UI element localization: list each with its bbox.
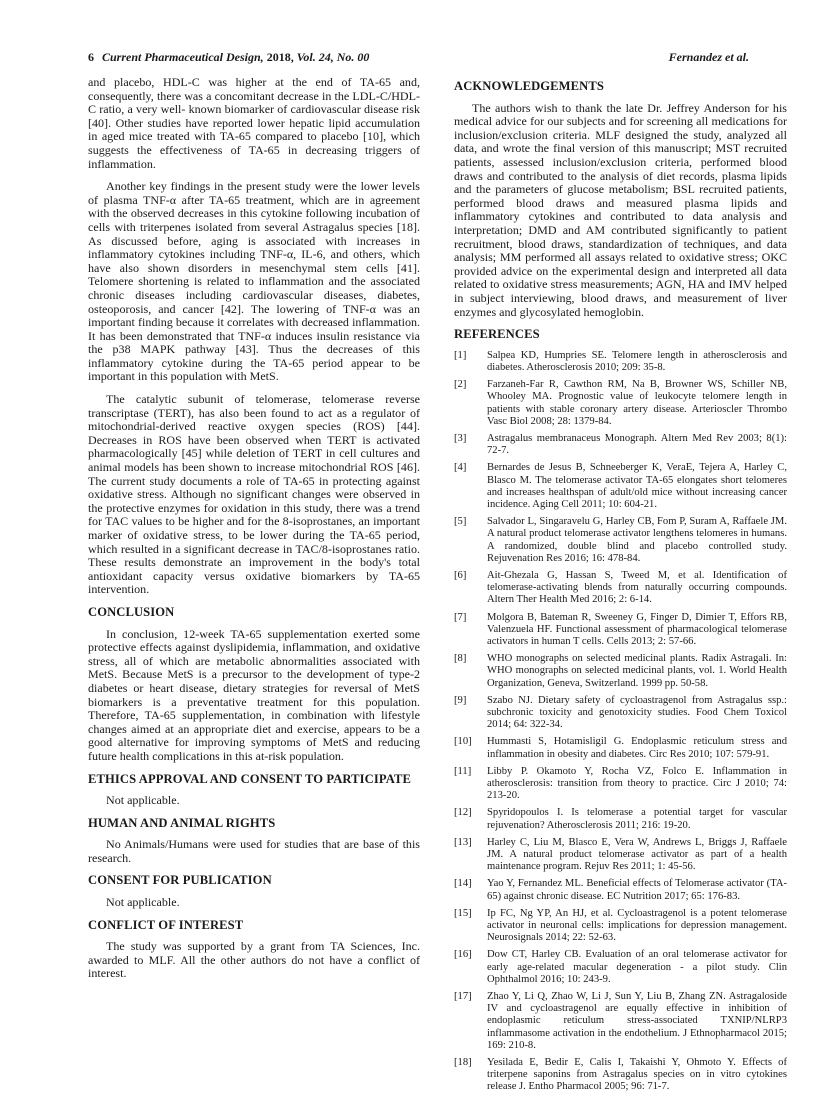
reference-number: [12] (454, 807, 472, 819)
reference-item (454, 949, 787, 986)
reference-text: Zhao Y, Li Q, Zhao W, Li J, Sun Y, Liu B, Zhang ZN. Astragaloside IV and cycloastragenol are equally effective in inhibition of endoplasmic reticulum stress-associated TXNIP/NLRP3 inflammasome activation in the endothelium. J Ethnopharmacol 2015; 169: 210-8. (487, 991, 787, 1051)
ethics-heading: ETHICS APPROVAL AND CONSENT TO PARTICIPATE (88, 771, 411, 786)
reference-item (454, 570, 787, 607)
discussion-paragraph-1: and placebo, HDL-C was higher at the end of TA-65 and, consequently, there was a concomitant decrease in the LDL-C/HDL-C ratio, a very well- known biomarker of cardiovascular disease risk [40]. Other studies have reported lower hepatic lipid accumulation in aged mice treated with TA-65 compared to placebo [10], which suggests the effectiveness of TA-65 in decreasing triggers of inflammation. (88, 75, 420, 171)
conclusion-paragraph: In conclusion, 12-week TA-65 supplementation exerted some protective effects against dyslipidemia, inflammation, and oxidative stress, all of which are metabolic abnormalities associated with MetS. Because MetS is a precursor to the development of type-2 diabetes or heart disease, dietary strategies for reversal of MetS biomarkers is a preventative treatment for this population. Therefore, TA-65 supplementation, in combination with lifestyle changes aimed at an appropriate diet and exercise, appears to be a good alternative for improving symptoms of MetS and reducing future health complications in this at-risk population. (88, 626, 420, 763)
reference-text: Molgora B, Bateman R, Sweeney G, Finger D, Dimier T, Effors RB, Valenzuela HF. Functional assessment of pharmacological telomerase activators in human T cells. Cells 2013; 2: 57-66. (487, 611, 787, 647)
reference-number: [8] (454, 653, 467, 665)
reference-text: Farzaneh-Far R, Cawthon RM, Na B, Browner WS, Schiller NB, Whooley MA. Prognostic value of leukocyte telomere length in patients with stable coronary artery disease. Arterioscler Thrombo Vasc Biol 2008; 28: 1379-84. (487, 379, 787, 427)
reference-text: Ait-Ghezala G, Hassan S, Tweed M, et al. Identification of telomerase-activating blends from naturally occurring compounds. Altern Ther Health Med 2016; 2: 6-14. (487, 569, 787, 606)
reference-item (454, 350, 787, 374)
human-rights-heading: HUMAN AND ANIMAL RIGHTS (88, 815, 276, 830)
journal-volume: Vol. 24, No. 00 (296, 50, 370, 64)
reference-number: [10] (454, 736, 472, 748)
conflict-heading: CONFLICT OF INTEREST (88, 917, 244, 932)
reference-number: [4] (454, 462, 467, 474)
references-heading: REFERENCES (454, 327, 540, 342)
reference-text: Dow CT, Harley CB. Evaluation of an oral telomerase activator for early age-related macular degeneration - a pilot study. Clin Ophthalmol 2016; 10: 243-9. (487, 949, 787, 985)
reference-number: [17] (454, 991, 472, 1003)
reference-number: [11] (454, 765, 472, 777)
journal-year: 2018, (266, 50, 294, 64)
consent-heading: CONSENT FOR PUBLICATION (88, 873, 272, 888)
running-header (88, 49, 749, 65)
reference-item (454, 736, 787, 760)
consent-paragraph: Not applicable. (106, 895, 180, 910)
running-header-left (88, 49, 369, 65)
reference-number: [2] (454, 379, 467, 391)
reference-text: Salpea KD, Humpries SE. Telomere length in atherosclerosis and diabetes. Atherosclerosis 2010; 209: 35-8. (487, 349, 787, 373)
running-header-authors: Fernandez et al. (668, 50, 749, 64)
reference-item (454, 991, 787, 1052)
reference-text: Bernardes de Jesus B, Schneeberger K, VeraE, Tejera A, Harley C, Blasco M. The telomerase activator TA-65 elongates short telomeres and increases healthspan of adult/old mice without increasing cancer incidence. Aging Cell 2011; 10: 604-21. (487, 462, 787, 510)
reference-item (454, 908, 787, 945)
reference-item (454, 695, 787, 732)
reference-number: [13] (454, 836, 472, 848)
reference-item (454, 766, 787, 803)
reference-item (454, 612, 787, 649)
reference-item (454, 379, 787, 428)
page-number: 6 (88, 50, 94, 64)
reference-item (454, 433, 787, 457)
acknowledgements-paragraph: The authors wish to thank the late Dr. Jeffrey Anderson for his medical advice for our subjects and for screening all medications for inclusion/exclusion criteria. MLF designed the study, analyzed all data, and wrote the final version of this manuscript; MST recruited patients, assessed inclusion/exclusion criteria, performed blood draws and contributed to the analysis of diet records, plasma lipids and the parameters of glucose metabolism; BSL recruited patients, performed blood draws and measured plasma lipids and inflammatory cytokines and contributed to data analysis and interpretation; DMD and AM contributed significantly to patient recruitment, blood draws, standardization of techniques, and data analysis; MM performed all assays related to oxidative stress; OKC provided advice on the experimental design and interpreted all data related to oxidative stress measurements; AGN, HA and IMV helped in subject interviewing, blood draws, and measurement of liver enzymes and glycosylated hemoglobin. (454, 100, 787, 319)
reference-text: Astragalus membranaceus Monograph. Altern Med Rev 2003; 8(1): 72-7. (487, 432, 787, 457)
reference-number: [6] (454, 569, 467, 581)
left-column (88, 76, 420, 990)
right-column (454, 76, 787, 1099)
reference-number: [16] (454, 949, 472, 961)
reference-text: Ip FC, Ng YP, An HJ, et al. Cycloastragenol is a potent telomerase activator in neuronal cells: implications for depression management. Neurosignals 2014; 22: 52-63. (487, 907, 787, 944)
journal-name: Current Pharmaceutical Design, (102, 50, 264, 64)
reference-number: [7] (454, 611, 467, 623)
reference-text: Salvador L, Singaravelu G, Harley CB, Fom P, Suram A, Raffaele JM. A natural product telomerase activator lengthens telomeres in humans. A randomized, double blind and placebo controlled study. Rejuvenation Res 2016; 16: 478-84. (487, 516, 787, 564)
reference-text: WHO monographs on selected medicinal plants. Radix Astragali. In: WHO monographs on selected medicinal plants, vol. 1. World Health Organization, Geneva, Switzerland. 1999 pp. 50-58. (487, 653, 787, 689)
reference-item (454, 462, 787, 511)
reference-number: [18] (454, 1057, 472, 1069)
reference-item (454, 653, 787, 690)
discussion-paragraph-3: The catalytic subunit of telomerase, telomerase reverse transcriptase (TERT), has also been found to act as a regulator of mitochondrial-derived reactive oxygen species (ROS) [44]. Decreases in ROS have been observed when TERT is activated pharmacologically [45] while deletion of TERT in cell cultures and animal models has been shown to increase mitochondrial ROS [46]. The current study documents a role of TA-65 in protecting against oxidative stress. Although no significant changes were observed in the protective enzymes for oxidation in this study, there was a trend for TAC values to be higher and for the 8-isoprostanes, an important marker of oxidative stress, to be lower during the TA-65 period, which resulted in a significant decrease in TAC/8-isoprostanes ratio. These results demonstrate an improvement in the body's total antioxidant capacity versus oxidative biomarkers by TA-65 intervention. (88, 392, 420, 597)
reference-item (454, 878, 787, 902)
reference-text: Yesilada E, Bedir E, Calis I, Takaishi Y, Ohmoto Y. Effects of triterpene saponins from Astragalus species on in vitro cytokines release J. Entho Pharmacol 2005; 96: 71-7. (487, 1057, 787, 1093)
conclusion-heading: CONCLUSION (88, 604, 175, 619)
acknowledgements-heading: ACKNOWLEDGEMENTS (454, 79, 604, 93)
reference-number: [9] (454, 694, 467, 706)
reference-item (454, 1057, 787, 1094)
reference-number: [14] (454, 878, 472, 890)
references-list (454, 350, 787, 1094)
human-rights-paragraph: No Animals/Humans were used for studies that are base of this research. (88, 837, 420, 865)
reference-text: Libby P. Okamoto Y, Rocha VZ, Folco E. Inflammation in atherosclerosis: transition from theory to practice. Circ J 2010; 74: 213-20. (487, 765, 787, 802)
reference-number: [3] (454, 432, 467, 444)
reference-item (454, 837, 787, 874)
reference-number: [15] (454, 907, 472, 919)
reference-text: Yao Y, Fernandez ML. Beneficial effects of Telomerase activator (TA-65) against chronic disease. EC Nutrition 2017; 65: 176-83. (487, 878, 787, 902)
reference-text: Harley C, Liu M, Blasco E, Vera W, Andrews L, Briggs J, Raffaele JM. A natural product telomerase activator as part of a health maintenance program. Rejuv Res 2011; 1: 45-56. (487, 836, 787, 873)
reference-number: [5] (454, 516, 467, 528)
reference-item (454, 516, 787, 565)
reference-text: Szabo NJ. Dietary safety of cycloastragenol from Astragalus ssp.: subchronic toxicity and genotoxicity studies. Food Chem Toxicol 2014; 64: 322-34. (487, 694, 787, 731)
ethics-paragraph: Not applicable. (106, 793, 180, 808)
reference-text: Spyridopoulos I. Is telomerase a potential target for vascular rejuvenation? Atherosclerosis 2011; 216: 19-20. (487, 807, 787, 831)
reference-number: [1] (454, 349, 467, 361)
conflict-paragraph: The study was supported by a grant from TA Sciences, Inc. awarded to MLF. All the other authors do not have a conflict of interest. (88, 939, 420, 981)
reference-item (454, 807, 787, 831)
discussion-paragraph-2: Another key findings in the present study were the lower levels of plasma TNF-α after TA-65 treatment, which are in agreement with the observed decreases in this cytokine following incubation of cells with triterpenes isolated from several Astragalus species [18]. As discussed before, aging is associated with increases in inflammatory cytokines including TNF-α, IL-6, and others, which have also shown disorders in mesenchymal stem cells [41]. Telomere shortening is related to inflammation and the associated chronic diseases including cardiovascular diseases, diabetes, osteoporosis, and cancer [42]. The lowering of TNF-α was an important finding because it correlates with decreased inflammation. It has been demonstrated that TNF-α induces insulin resistance via the p38 MAPK pathway [43]. Thus the decreases of this inflammatory cytokine during the TA-65 period appear to be important in this population with MetS. (88, 179, 420, 384)
reference-text: Hummasti S, Hotamisligil G. Endoplasmic reticulum stress and inflammation in obesity and diabetes. Circ Res 2010; 107: 579-91. (487, 736, 787, 760)
